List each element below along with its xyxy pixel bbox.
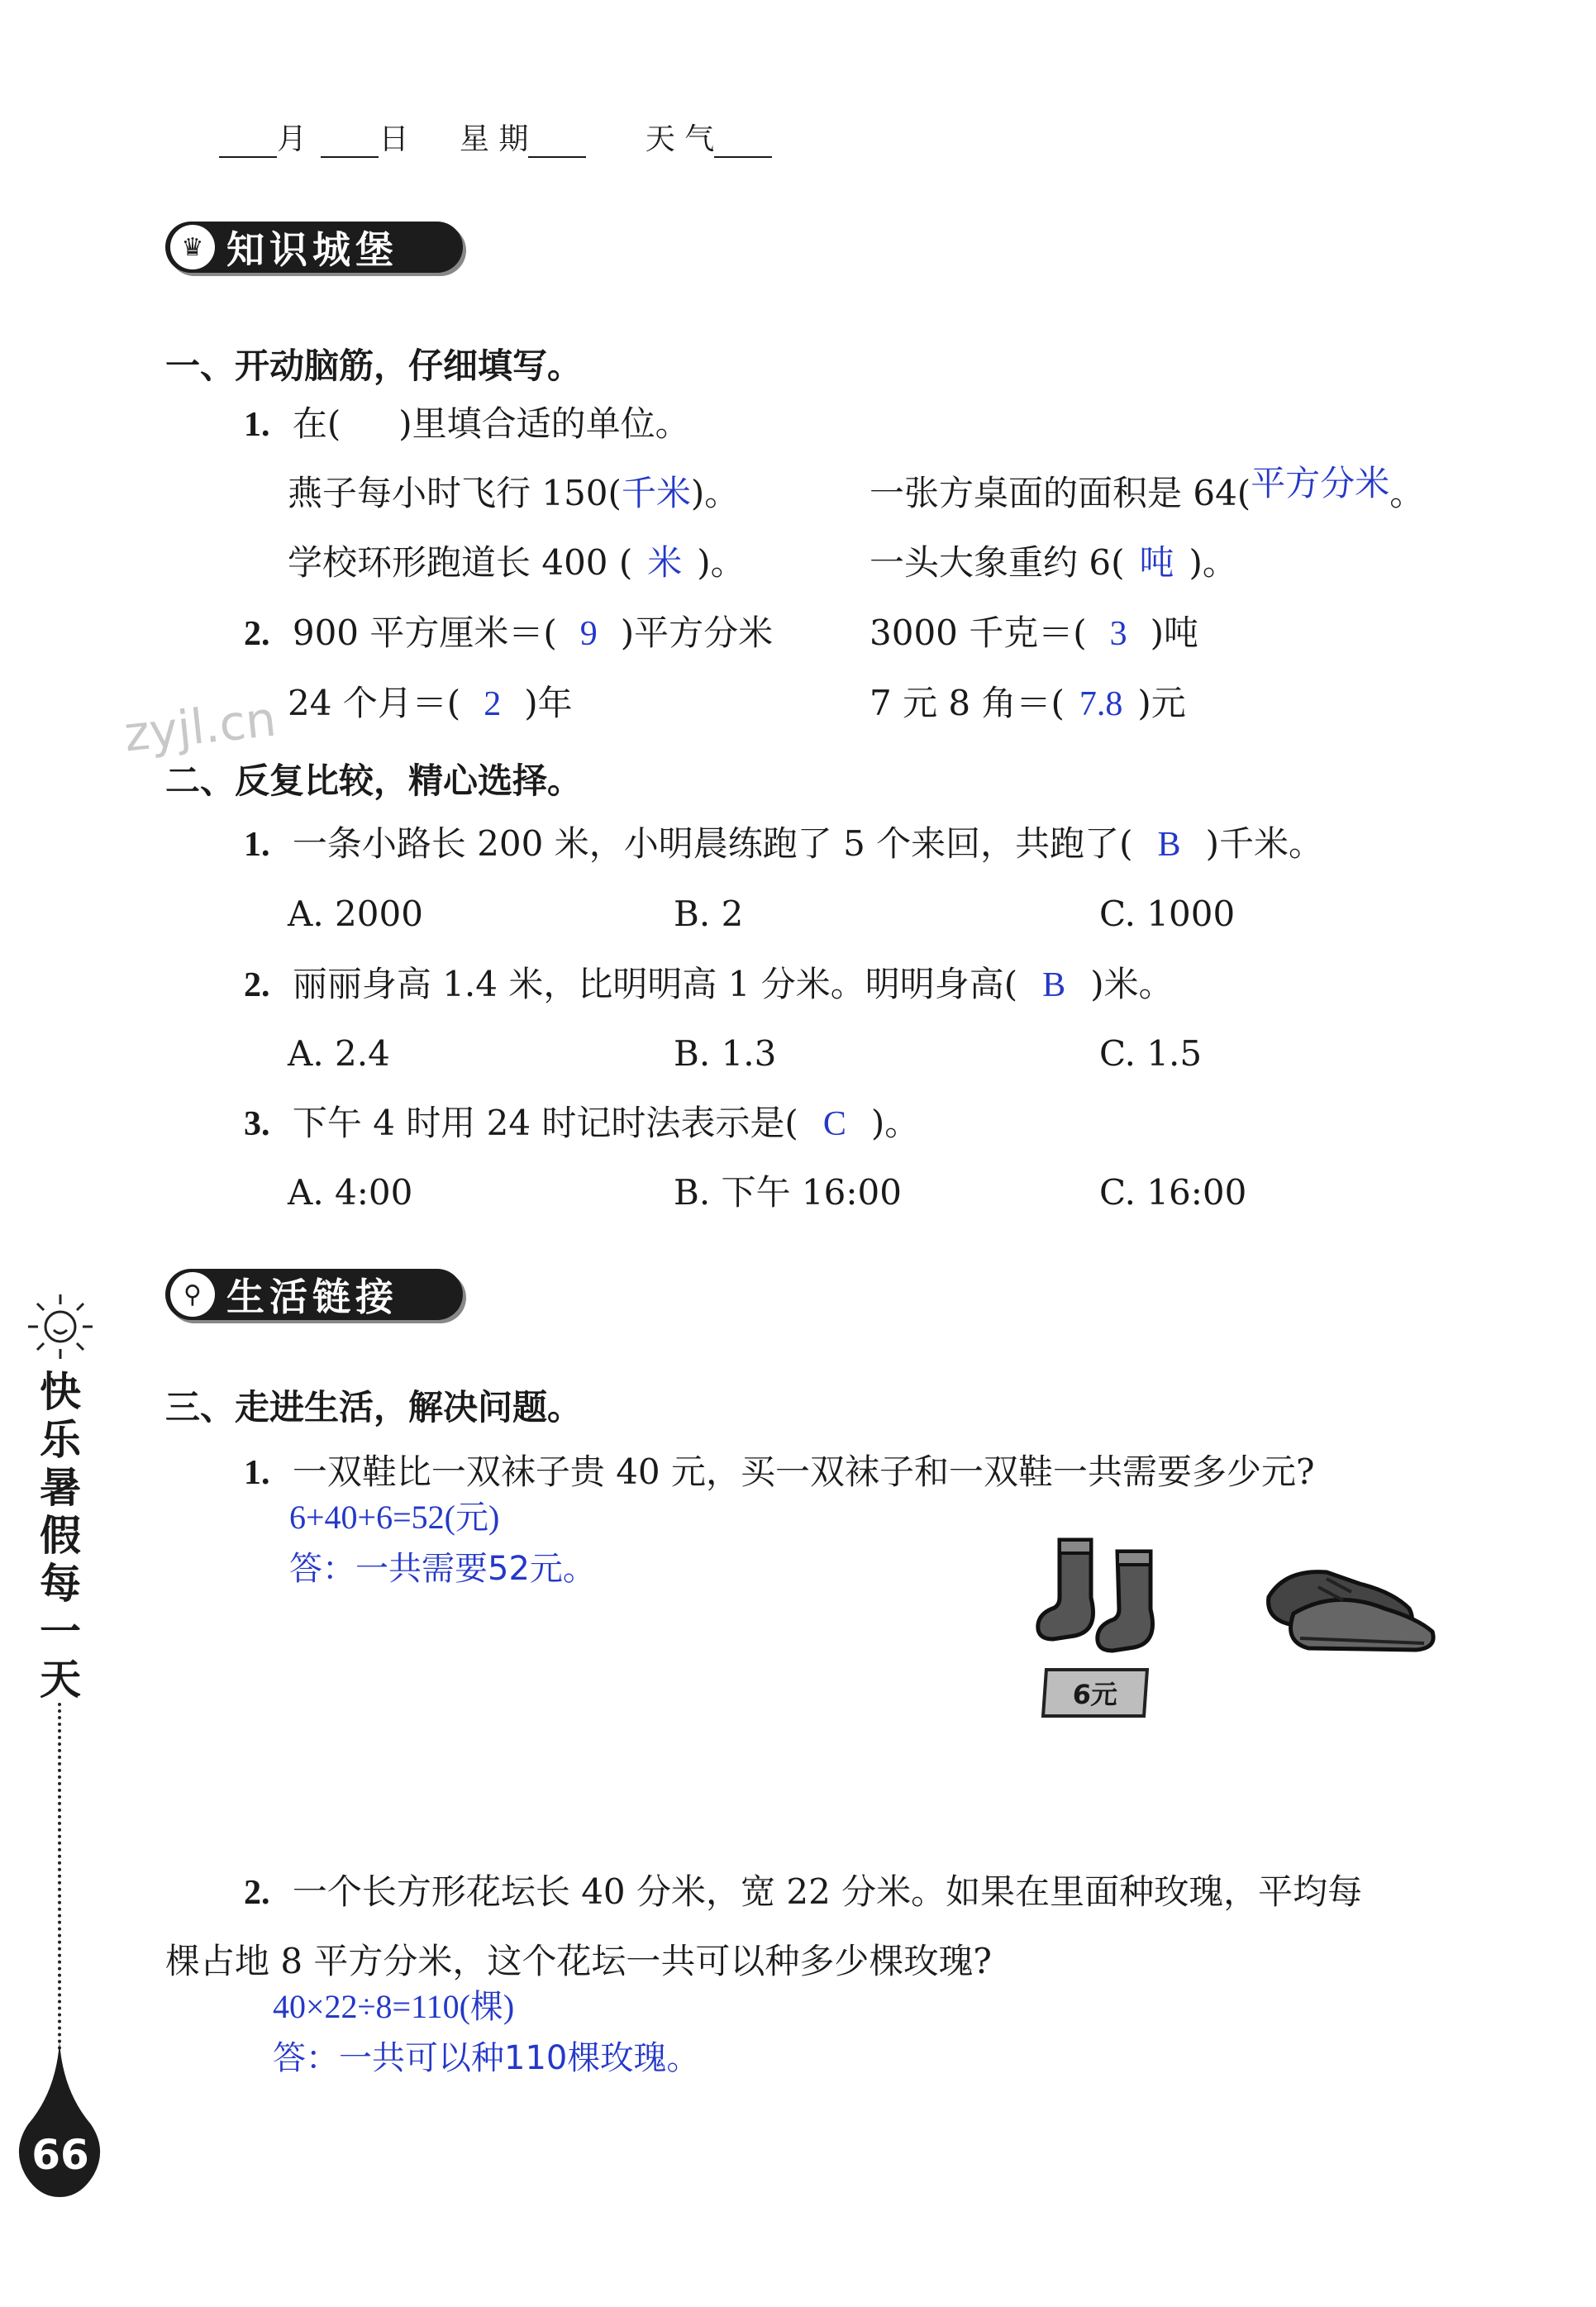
part1-q1-item-b [869,463,1425,513]
answer-sentence: 答：一共可以种110棵玫瑰。 [273,2039,700,2077]
socks-illustration [1035,1533,1184,1666]
part1-q2-item-d [869,683,1186,723]
item-text-end: 。 [1389,473,1425,513]
price-tag: 6元 [1041,1668,1149,1718]
item-text: 3000 千克＝( [869,612,1087,653]
part1-q1-item-a [288,473,740,513]
month-blank [219,131,277,158]
answer-handwritten: C [822,1105,846,1143]
question-number: 3. [244,1105,270,1143]
item-text: 一头大象重约 6( [869,542,1125,583]
answer-handwritten: B [1042,966,1066,1004]
question-text: 一个长方形花坛长 40 分米，宽 22 分米。如果在里面种玫瑰，平均每 [292,1871,1363,1912]
day-label: 日 [379,122,409,156]
weekday-label: 星 期 [459,122,529,156]
sidebar-dotted-line [58,1703,61,2050]
option-c: C. 1000 [1099,894,1236,934]
option-c: C. 16:00 [1099,1172,1247,1213]
item-text-end: )。 [690,473,740,513]
weather-label: 天 气 [645,122,715,156]
part2-q1 [244,823,1323,864]
date-weather-line [219,116,772,158]
option-a: A. 4:00 [288,1172,413,1213]
question-text: 下午 4 时用 24 时记时法表示是( [292,1103,798,1143]
item-text-end: )吨 [1150,612,1199,653]
item-text: 900 平方厘米＝( [292,612,557,653]
part2-title: 二、反复比较，精心选择。 [165,760,583,801]
item-text-end: )元 [1137,683,1186,723]
section-banner-life-link [165,1269,463,1320]
part1-title: 一、开动脑筋，仔细填写。 [165,346,583,386]
sidebar-title [31,1368,89,1704]
answer-handwritten: 米 [647,542,683,583]
link-icon: ⚲ [170,1272,215,1317]
part2-q2 [244,964,1174,1004]
option-b: B. 下午 16:00 [674,1172,902,1213]
part3-q2-line2: 棵占地 8 平方分米，这个花坛一共可以种多少棵玫瑰? [165,1941,992,1981]
item-text: 学校环形跑道长 400 ( [288,542,633,583]
watermark: zyjl.cn [121,690,279,763]
part1-q2-item-a [244,612,774,653]
part1-q2-item-c [288,683,573,723]
part1-q1-stem [244,403,690,444]
question-text-end: )。 [870,1103,920,1143]
item-text: 燕子每小时飞行 150( [288,473,622,513]
weekday-blank [528,131,586,158]
sidebar-title-char: 乐 [40,1416,81,1464]
sun-icon [23,1289,98,1364]
question-text: )里填合适的单位。 [398,403,690,444]
shoes-illustration [1260,1562,1438,1653]
question-number: 2. [244,966,270,1004]
answer-handwritten: 7.8 [1079,685,1123,723]
item-text-end: )。 [1189,542,1237,583]
answer-work: 40×22÷8=110(棵) [273,1988,515,2025]
sidebar-title-char: 每 [40,1560,81,1608]
option-a: A. 2.4 [288,1033,390,1074]
option-a: A. 2000 [288,894,423,934]
question-number: 2. [244,615,270,653]
item-text: 一张方桌面的面积是 64( [869,473,1251,513]
page-number: 66 [31,2131,89,2179]
answer-work: 6+40+6=52(元) [289,1499,500,1536]
answer-handwritten: 平方分米 [1251,463,1390,503]
answer-handwritten: 2 [484,685,502,723]
sidebar-title-char: 天 [40,1656,81,1704]
question-number: 1. [244,826,270,864]
item-text: 24 个月＝( [288,683,461,723]
item-text-end: )平方分米 [620,612,774,653]
item-text: 7 元 8 角＝( [869,683,1065,723]
option-b: B. 1.3 [674,1033,777,1074]
option-c: C. 1.5 [1099,1033,1203,1074]
sidebar-title-char: 暑 [40,1464,81,1512]
answer-sentence: 答：一共需要52元。 [289,1550,596,1588]
part1-q1-item-c [288,542,746,583]
sidebar-title-char: 快 [40,1368,81,1416]
section-title-life-link: 生活链接 [226,1275,398,1319]
sidebar-title-char: 假 [40,1512,81,1560]
part1-q1-item-d [869,542,1237,583]
question-number: 2. [244,1874,270,1912]
question-text: 在( [292,403,341,444]
question-number: 1. [244,1454,270,1492]
question-text-end: )米。 [1090,964,1174,1004]
castle-icon: ♛ [170,225,215,269]
part3-q2-line1 [244,1871,1363,1912]
answer-handwritten: 千米 [621,473,691,513]
question-number: 1. [244,406,270,444]
day-blank [321,131,379,158]
part3-title: 三、走进生活，解决问题。 [165,1387,583,1428]
answer-handwritten: 9 [579,615,598,653]
option-b: B. 2 [674,894,744,934]
part1-q2-item-b [869,612,1199,653]
answer-handwritten: 吨 [1139,542,1174,583]
answer-handwritten: B [1157,826,1181,864]
section-banner-knowledge-castle [165,222,463,273]
question-text: 一条小路长 200 米，小明晨练跑了 5 个来回，共跑了( [292,823,1133,864]
question-text: 丽丽身高 1.4 米，比明明高 1 分米。明明身高( [292,964,1018,1004]
part3-q1 [244,1451,1315,1492]
question-text-end: )千米。 [1205,823,1323,864]
part2-q3 [244,1103,920,1143]
item-text-end: )。 [697,542,746,583]
answer-handwritten: 3 [1109,615,1127,653]
weather-blank [714,131,772,158]
section-title-knowledge-castle: 知识城堡 [226,227,398,272]
sidebar-title-char: 一 [40,1608,81,1656]
question-text: 一双鞋比一双袜子贵 40 元，买一双袜子和一双鞋一共需要多少元? [292,1451,1315,1492]
item-text-end: )年 [524,683,573,723]
month-label: 月 [277,122,307,156]
